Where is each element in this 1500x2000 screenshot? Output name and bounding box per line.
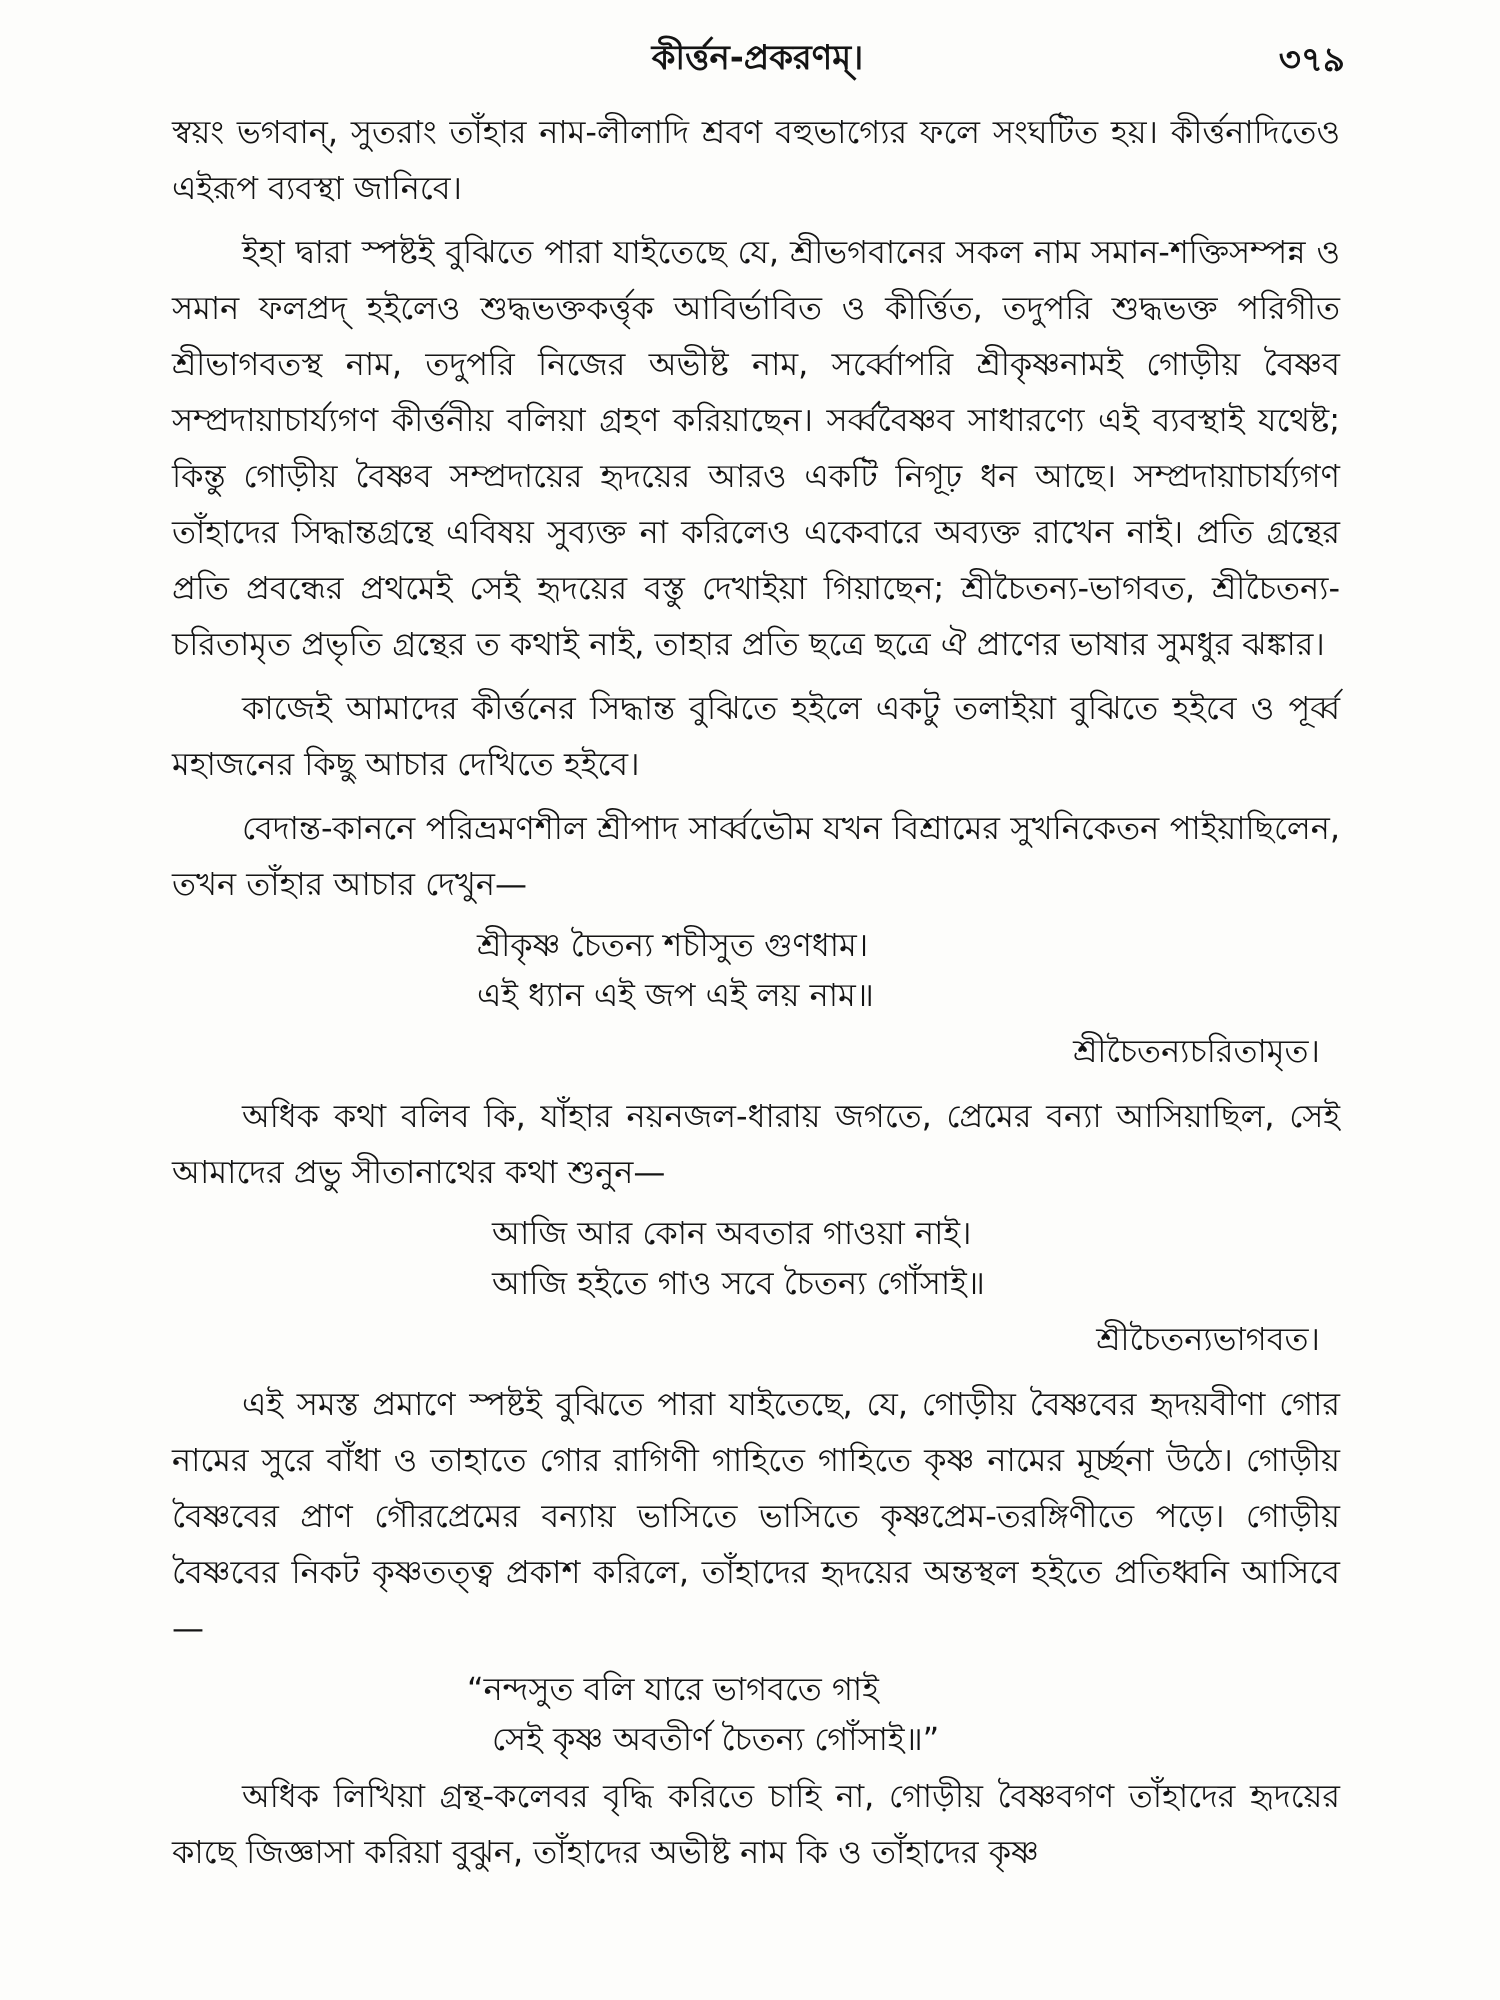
verse-line: এই ধ্যান এই জপ এই লয় নাম॥ — [477, 976, 874, 1014]
verse-block-1 — [172, 920, 1340, 1020]
verse-block-2 — [172, 1208, 1340, 1308]
page-header — [170, 20, 1345, 90]
page-number: ৩৭৯ — [1278, 40, 1345, 80]
paragraph-5: অধিক কথা বলিব কি, যাঁহার নয়নজল-ধারায় জগতে, প্রেমের বন্যা আসিয়াছিল, সেই আমাদের প্রভু সীতানাথের কথা শুনুন— — [172, 1097, 1340, 1191]
paragraph-6: এই সমস্ত প্রমাণে স্পষ্টই বুঝিতে পারা যাইতেছে, যে, গোড়ীয় বৈষ্ণবের হৃদয়বীণা গোর নামের সুরে বাঁধা ও তাহাতে গোর রাগিণী গাহিতে গাহিতে কৃষ্ণ নামের মূর্চ্ছনা উঠে। গোড়ীয় বৈষ্ণবের প্রাণ গৌরপ্রেমের বন্যায় ভাসিতে ভাসিতে কৃষ্ণপ্রেম-তরঙ্গিণীতে পড়ে। গোড়ীয় বৈষ্ণবের নিকট কৃষ্ণতত্ত্ব প্রকাশ করিলে, তাঁহাদের হৃদয়ের অন্তস্থল হইতে প্রতিধ্বনি আসিবে— — [172, 1385, 1340, 1647]
paragraph-2: ইহা দ্বারা স্পষ্টই বুঝিতে পারা যাইতেছে যে, শ্রীভগবানের সকল নাম সমান-শক্তিসম্পন্ন ও সমান ফলপ্রদ্‌ হইলেও শুদ্ধভক্তকর্ত্তৃক আবির্ভাবিত ও কীর্ত্তিত, তদুপরি শুদ্ধভক্ত পরিগীত শ্রীভাগবতস্থ নাম, তদুপরি নিজের অভীষ্ট নাম, সর্ব্বোপরি শ্রীকৃষ্ণনামই গোড়ীয় বৈষ্ণব সম্প্রদায়াচার্য্যগণ কীর্ত্তনীয় বলিয়া গ্রহণ করিয়াছেন। সর্ব্ববৈষ্ণব সাধারণ্যে এই ব্যবস্থাই যথেষ্ট; কিন্তু গোড়ীয় বৈষ্ণব সম্প্রদায়ের হৃদয়ের আরও একটি নিগূঢ় ধন আছে। সম্প্রদায়াচার্য্যগণ তাঁহাদের সিদ্ধান্তগ্রন্থে এবিষয় সুব্যক্ত না করিলেও একেবারে অব্যক্ত রাখেন নাই। প্রতি গ্রন্থের প্রতি প্রবন্ধের প্রথমেই সেই হৃদয়ের বস্তু দেখাইয়া গিয়াছেন; শ্রীচৈতন্য-ভাগবত, শ্রীচৈতন্য-চরিতামৃত প্রভৃতি গ্রন্থের ত কথাই নাই, তাহার প্রতি ছত্রে ছত্রে ঐ প্রাণের ভাষার সুমধুর ঝঙ্কার। — [172, 233, 1340, 663]
verse-line: আজি আর কোন অবতার গাওয়া নাই। — [492, 1214, 972, 1252]
paragraph-1: স্বয়ং ভগবান্‌, সুতরাং তাঁহার নাম-লীলাদি শ্রবণ বহুভাগ্যের ফলে সংঘটিত হয়। কীর্ত্তনাদিতেও এইরূপ ব্যবস্থা জানিবে। — [172, 113, 1340, 207]
paragraph-7: অধিক লিখিয়া গ্রন্থ-কলেবর বৃদ্ধি করিতে চাহি না, গোড়ীয় বৈষ্ণবগণ তাঁহাদের হৃদয়ের কাছে জিজ্ঞাসা করিয়া বুঝুন, তাঁহাদের অভীষ্ট নাম কি ও তাঁহাদের কৃষ্ণ — [172, 1777, 1340, 1871]
verse-line: “নন্দসুত বলি যারে ভাগবতে গাই — [467, 1670, 879, 1708]
verse-line: সেই কৃষ্ণ অবতীর্ণ চৈতন্য গোঁসাই॥” — [492, 1720, 940, 1758]
verse-source: শ্রীচৈতন্যচরিতামৃত। — [1073, 1032, 1320, 1070]
verse-line: আজি হইতে গাও সবে চৈতন্য গোঁসাই॥ — [492, 1264, 985, 1302]
running-title: কীর্ত্তন-প্রকরণম্‌। — [651, 38, 864, 78]
paragraph-3: কাজেই আমাদের কীর্ত্তনের সিদ্ধান্ত বুঝিতে হইলে একটু তলাইয়া বুঝিতে হইবে ও পূর্ব্ব মহাজনের কিছু আচার দেখিতে হইবে। — [172, 689, 1340, 783]
paragraph-4: বেদান্ত-কাননে পরিভ্রমণশীল শ্রীপাদ সার্ব্বভৌম যখন বিশ্রামের সুখনিকেতন পাইয়াছিলেন, তখন তাঁহার আচার দেখুন— — [172, 809, 1340, 903]
verse-source: শ্রীচৈতন্যভাগবত। — [1096, 1320, 1320, 1358]
verse-line: শ্রীকৃষ্ণ চৈতন্য শচীসুত গুণধাম। — [477, 926, 869, 964]
verse-block-3 — [172, 1664, 1340, 1764]
page-body — [172, 104, 1340, 1888]
